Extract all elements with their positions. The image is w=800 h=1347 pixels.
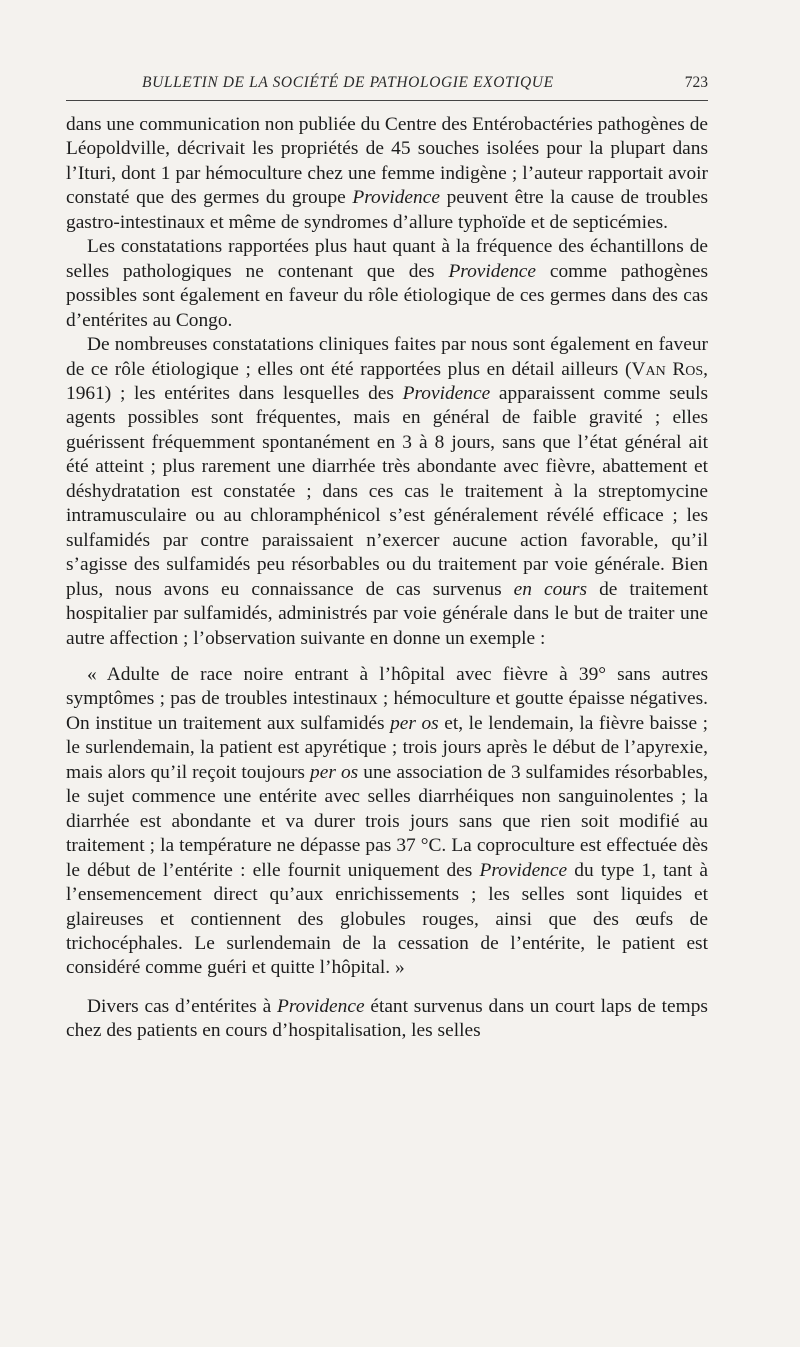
journal-title: BULLETIN DE LA SOCIÉTÉ DE PATHOLOGIE EXOTIQUE xyxy=(142,74,554,91)
genus-name: Providence xyxy=(479,859,568,881)
quote-text-a: « Adulte de race noire entrant à l’hôpital avec fièvre à 39° sans autres symptômes ; pas de troubles intestinaux ; hémoculture et goutte épaisse négatives. On institue un traitement aux sulfamidés xyxy=(66,663,708,734)
quote-text-c: une association de 3 sulfamides résorbables, le sujet commence une entérite avec selles diarrhéiques non sanguinolentes ; la diarrhée est abondante et va durer trois jours sans que rien soit modifié au traitement ; la température ne dépasse pas 37 °C. La coproculture est effectuée dès le début de l’entérite : elle fournit uniquement des xyxy=(66,761,708,881)
case-report-quote xyxy=(66,663,708,981)
paragraph-5-text-a: Divers cas d’entérites à xyxy=(87,995,277,1017)
quote-text-b: et, le lendemain, la fièvre baisse ; le surlendemain, la patient est apyrétique ; trois jours après le début de l’apyrexie, mais alors qu’il reçoit toujours xyxy=(66,712,708,783)
quote-text-d: du type 1, tant à l’ensemencement direct qu’aux enrichissements ; les selles sont liquides et glaireuses et contiennent des globules rouges, ainsi que des œufs de trichocéphales. Le surlendemain de la cessation de l’entérite, le patient est considéré comme guéri et quitte l’hôpital. » xyxy=(66,859,708,979)
author-reference: Van Ros xyxy=(631,358,704,380)
page-number: 723 xyxy=(684,74,708,91)
running-header xyxy=(66,74,708,98)
emphasis: per os xyxy=(310,761,359,783)
paragraph-3-text-c: apparaissent comme seuls agents possibles sont fréquentes, mais en général de faible gravité ; elles guérissent fréquemment spontanément en 3 à 8 jours, sans que l’état général ait été atteint ; plus rarement une diarrhée très abondante avec fièvre, abattement et déshydratation est constatée ; dans ces cas le traitement à la streptomycine intramusculaire ou au chloramphénicol s’est généralement révélé efficace ; les sulfamidés par contre paraissaient n’exercer aucune action favorable, qu’il s’agisse des sulfamidés peu résorbables ou du traitement par voie générale. Bien plus, nous avons eu connaissance de cas survenus xyxy=(66,382,709,600)
genus-name: Providence xyxy=(402,382,491,404)
paragraph-5-text-b: étant survenus dans un court laps de temps chez des patients en cours d’hospitalisation, les selles xyxy=(66,995,708,1042)
emphasis: en cours xyxy=(513,578,588,600)
paragraph-1-end: peuvent être la cause de troubles gastro-intestinaux et même de syndromes d’allure typhoïde et de septicémies. xyxy=(66,187,708,233)
genus-name: Providence xyxy=(276,995,365,1017)
paragraph-3-text-b: , 1961) ; les entérites dans lesquelles des xyxy=(66,358,709,404)
paragraph-2-end: comme pathogènes possibles sont également en faveur du rôle étiologique de ces germes dans des cas d’entérites au Congo. xyxy=(66,260,708,331)
paragraph-3-text-a: De nombreuses constatations cliniques faites par nous sont également en faveur de ce rôle étiologique ; elles ont été rapportées plus en détail ailleurs ( xyxy=(66,334,708,380)
paragraph-3 xyxy=(66,333,708,651)
article-body xyxy=(66,113,708,1044)
genus-name: Providence xyxy=(352,187,440,209)
header-rule xyxy=(66,100,708,101)
paragraph-1 xyxy=(66,113,708,235)
paragraph-2 xyxy=(66,235,708,333)
paragraph-1-text: dans une communication non publiée du Centre des Entérobactéries pathogènes de Léopoldville, décrivait les propriétés de 45 souches isolées pour la plupart dans l’Ituri, dont 1 par hémoculture chez une femme indigène ; l’auteur rapportait avoir constaté que des germes du groupe xyxy=(66,114,708,209)
paragraph-2-text: Les constatations rapportées plus haut quant à la fréquence des échantillons de selles pathologiques ne contenant que des xyxy=(66,236,708,282)
genus-name: Providence xyxy=(448,260,537,282)
emphasis: per os xyxy=(390,712,439,734)
paragraph-3-text-d: de traitement hospitalier par sulfamidés, administrés par voie générale dans le but de traiter une autre affection ; l’observation suivante en donne un exemple : xyxy=(66,578,708,649)
paragraph-5 xyxy=(66,995,708,1044)
